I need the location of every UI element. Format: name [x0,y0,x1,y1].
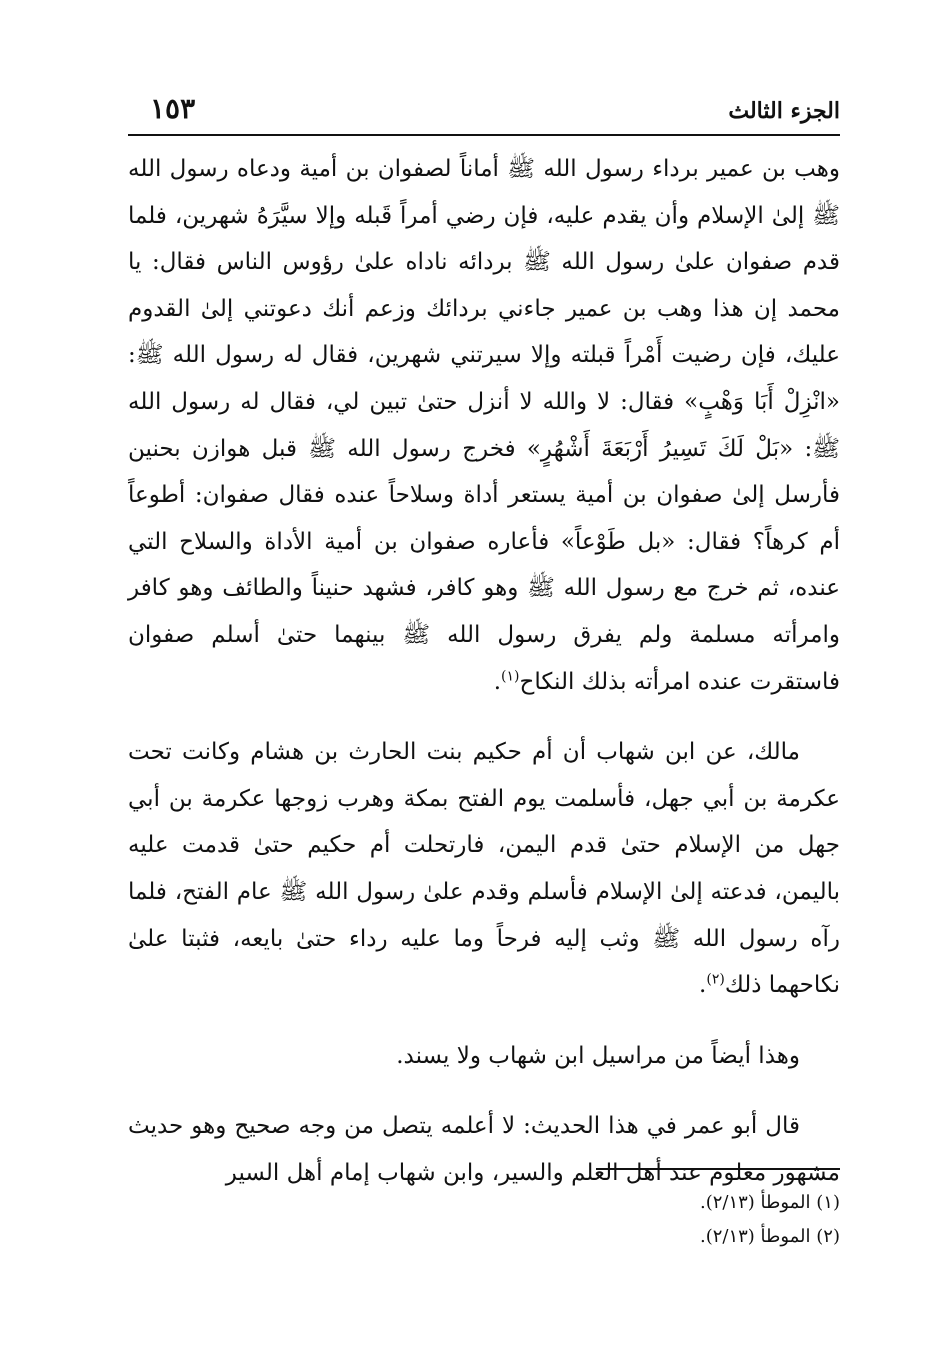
header-rule [128,134,840,136]
paragraph-3 [128,1033,840,1080]
paragraph-2 [128,729,840,1009]
paragraph-1-end: . [493,668,502,695]
page-number: ١٥٣ [150,92,196,125]
footnote-ref-1: (١) [501,667,520,684]
paragraph-4-text: قال أبو عمر في هذا الحديث: لا أعلمه يتصل من وجه صحيح وهو حديث مشهور معلوم عند أهل العلم والسير، وابن شهاب إمام أهل السير [128,1113,840,1186]
footnote-2: (٢) الموطأ (٢/١٣). [699,1226,840,1247]
paragraph-4 [128,1103,840,1196]
volume-title: الجزء الثالث [728,98,840,124]
paragraph-1-text: وهب بن عمير برداء رسول الله ﷺ أماناً لصفوان بن أمية ودعاه رسول الله ﷺ إلىٰ الإسلام وأن يقدم عليه، فإن رضي أمراً قَبله وإلا سيَّرَهُ شهرين، فلما قدم صفوان علىٰ رسول الله ﷺ بردائه ناداه علىٰ رؤوس الناس فقال: يا محمد إن هذا وهب بن عمير جاءني بردائك وزعم أنك دعوتني إلىٰ القدوم عليك، فإن رضيت أَمْراً قبلته وإلا سيرتني شهرين، فقال له رسول الله ﷺ: «انْزِلْ أَبَا وَهْبٍ» فقال: لا والله لا أنزل حتىٰ تبين لي، فقال له رسول الله ﷺ: «بَلْ لَكَ تَسِيرُ أَرْبَعَةَ أَشْهُرٍ» فخرج رسول الله ﷺ قبل هوازن بحنين فأرسل إلىٰ صفوان بن أمية يستعر أداة وسلاحاً عنده فقال صفوان: أطوعاً أم كرهاً؟ فقال: «بل طَوْعاً» فأعاره صفوان بن أمية الأداة والسلاح التي عنده، ثم خرج مع رسول الله ﷺ وهو كافر، فشهد حنيناً والطائف وهو كافر وامرأته مسلمة ولم يفرق رسول الله ﷺ بينهما حتىٰ أسلم صفوان فاستقرت عنده امرأته بذلك النكاح [128,156,841,695]
main-text [128,146,840,1196]
footnote-ref-2: (٢) [706,971,725,988]
paragraph-1 [128,146,840,705]
footnote-1: (١) الموطأ (٢/١٣). [699,1192,840,1213]
paragraph-2-text: مالك، عن ابن شهاب أن أم حكيم بنت الحارث بن هشام وكانت تحت عكرمة بن أبي جهل، فأسلمت يوم الفتح بمكة وهرب زوجها عكرمة بن أبي جهل من الإسلام حتىٰ قدم اليمن، فارتحلت أم حكيم حتىٰ قدمت عليه باليمن، فدعته إلىٰ الإسلام فأسلم وقدم علىٰ رسول الله ﷺ عام الفتح، فلما رآه رسول الله ﷺ وثب إليه فرحاً وما عليه رداء حتىٰ بايعه، فثبتا علىٰ نكاحهما ذلك [128,739,840,999]
footnote-rule [596,1168,840,1170]
paragraph-3-text: وهذا أيضاً من مراسيل ابن شهاب ولا يسند. [396,1042,800,1069]
running-header [128,88,840,132]
paragraph-2-end: . [699,972,707,999]
footnotes [128,1186,840,1254]
